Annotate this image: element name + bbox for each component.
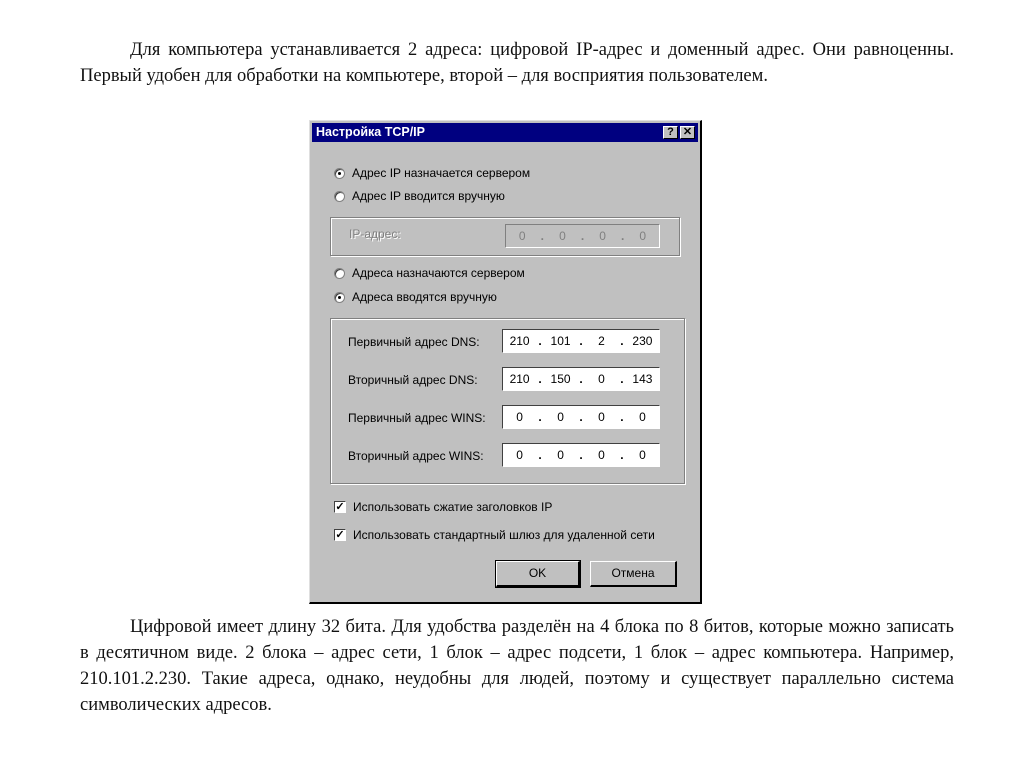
checkbox-header-compression-label: Использовать сжатие заголовков IP (353, 500, 553, 514)
secondary-wins-octet-3[interactable]: 0 (598, 448, 605, 462)
dot-separator: . (538, 448, 542, 462)
primary-wins-octet-2[interactable]: 0 (557, 410, 564, 424)
secondary-wins-octet-4[interactable]: 0 (639, 448, 646, 462)
secondary-dns-octet-3[interactable]: 0 (598, 372, 605, 386)
ip-address-field (505, 224, 660, 248)
help-button[interactable] (663, 126, 678, 139)
ip-octet-4: 0 (639, 229, 647, 243)
secondary-dns-label: Вторичный адрес DNS: (348, 373, 478, 387)
radio-ip-server[interactable] (334, 164, 530, 182)
primary-wins-field[interactable] (502, 405, 660, 429)
ip-octet-2: 0 (559, 229, 566, 243)
checkbox-header-compression[interactable] (334, 498, 552, 516)
dialog-titlebar (312, 123, 698, 142)
radio-dns-server-label: Адреса назначаются сервером (352, 266, 525, 280)
help-icon: ? (667, 126, 674, 138)
dot-separator: . (579, 334, 583, 348)
checkbox-default-gateway[interactable] (334, 526, 655, 544)
dot-separator: . (579, 448, 583, 462)
radio-ip-manual-indicator[interactable] (334, 191, 345, 202)
primary-dns-octet-2[interactable]: 101 (550, 334, 571, 348)
dot-separator: . (538, 410, 542, 424)
secondary-dns-octet-4[interactable]: 143 (632, 372, 653, 386)
close-icon: ✕ (682, 126, 693, 138)
primary-wins-octet-3[interactable]: 0 (598, 410, 605, 424)
radio-ip-server-indicator[interactable] (334, 168, 345, 179)
cancel-button[interactable]: Отмена (590, 561, 677, 587)
dot-separator: . (620, 372, 624, 386)
primary-wins-octet-1[interactable]: 0 (516, 410, 523, 424)
ip-octet-3: 0 (599, 229, 606, 243)
primary-wins-label: Первичный адрес WINS: (348, 411, 486, 425)
radio-ip-manual-label: Адрес IP вводится вручную (352, 189, 505, 203)
secondary-dns-octet-1[interactable]: 210 (509, 372, 530, 386)
radio-dns-manual-indicator[interactable] (334, 292, 345, 303)
primary-dns-field[interactable] (502, 329, 660, 353)
dot-separator: . (579, 410, 583, 424)
radio-dns-server-indicator[interactable] (334, 268, 345, 279)
dot-separator: . (579, 372, 583, 386)
ip-address-label: IP-адрес: (349, 227, 401, 241)
checkbox-default-gateway-box[interactable]: ✓ (335, 529, 345, 541)
tcpip-settings-dialog (309, 120, 702, 604)
primary-dns-octet-1[interactable]: 210 (509, 334, 530, 348)
ip-octet-1: 0 (518, 229, 526, 243)
explanation-paragraph: Цифровой имеет длину 32 бита. Для удобства разделён на 4 блока по 8 битов, которые можно записать в десятичном виде. 2 блока – адрес сети, 1 блок – адрес подсети, 1 блок – адрес компьютера. Например, 210.101.2.230. Такие адреса, однако, неудобны для людей, поэтому и существует параллельно система символических адресов. (80, 617, 954, 715)
checkbox-header-compression-box[interactable]: ✓ (335, 501, 345, 513)
secondary-wins-octet-2[interactable]: 0 (557, 448, 564, 462)
primary-dns-octet-4[interactable]: 230 (632, 334, 653, 348)
secondary-wins-label: Вторичный адрес WINS: (348, 449, 484, 463)
checkbox-default-gateway-label: Использовать стандартный шлюз для удаленной сети (353, 528, 655, 542)
dot-separator: . (621, 229, 625, 243)
radio-ip-manual[interactable] (334, 187, 505, 205)
dot-separator: . (538, 334, 542, 348)
radio-dns-manual-label: Адреса вводятся вручную (352, 290, 497, 304)
primary-dns-octet-3[interactable]: 2 (598, 334, 605, 348)
close-button[interactable] (680, 126, 695, 139)
primary-dns-label: Первичный адрес DNS: (348, 335, 480, 349)
ip-address-group (330, 217, 680, 256)
radio-dns-server[interactable] (334, 264, 525, 282)
radio-ip-server-label: Адрес IP назначается сервером (352, 166, 531, 180)
dot-separator: . (580, 229, 585, 243)
radio-dns-manual[interactable] (334, 288, 497, 306)
dot-separator: . (538, 372, 542, 386)
secondary-wins-octet-1[interactable]: 0 (516, 448, 523, 462)
ok-button[interactable]: OK (496, 561, 580, 587)
dot-separator: . (620, 410, 624, 424)
secondary-wins-field[interactable] (502, 443, 660, 467)
secondary-dns-octet-2[interactable]: 150 (550, 372, 571, 386)
dot-separator: . (620, 334, 624, 348)
primary-wins-octet-4[interactable]: 0 (639, 410, 646, 424)
dot-separator: . (620, 448, 624, 462)
dialog-title: Настройка TCP/IP (316, 125, 425, 139)
dot-separator: . (540, 229, 545, 243)
secondary-dns-field[interactable] (502, 367, 660, 391)
intro-paragraph: Для компьютера устанавливается 2 адреса: цифровой IP-адрес и доменный адрес. Они равноценны. Первый удобен для обработки на компьютере, второй – для восприятия пользователем. (80, 40, 954, 86)
